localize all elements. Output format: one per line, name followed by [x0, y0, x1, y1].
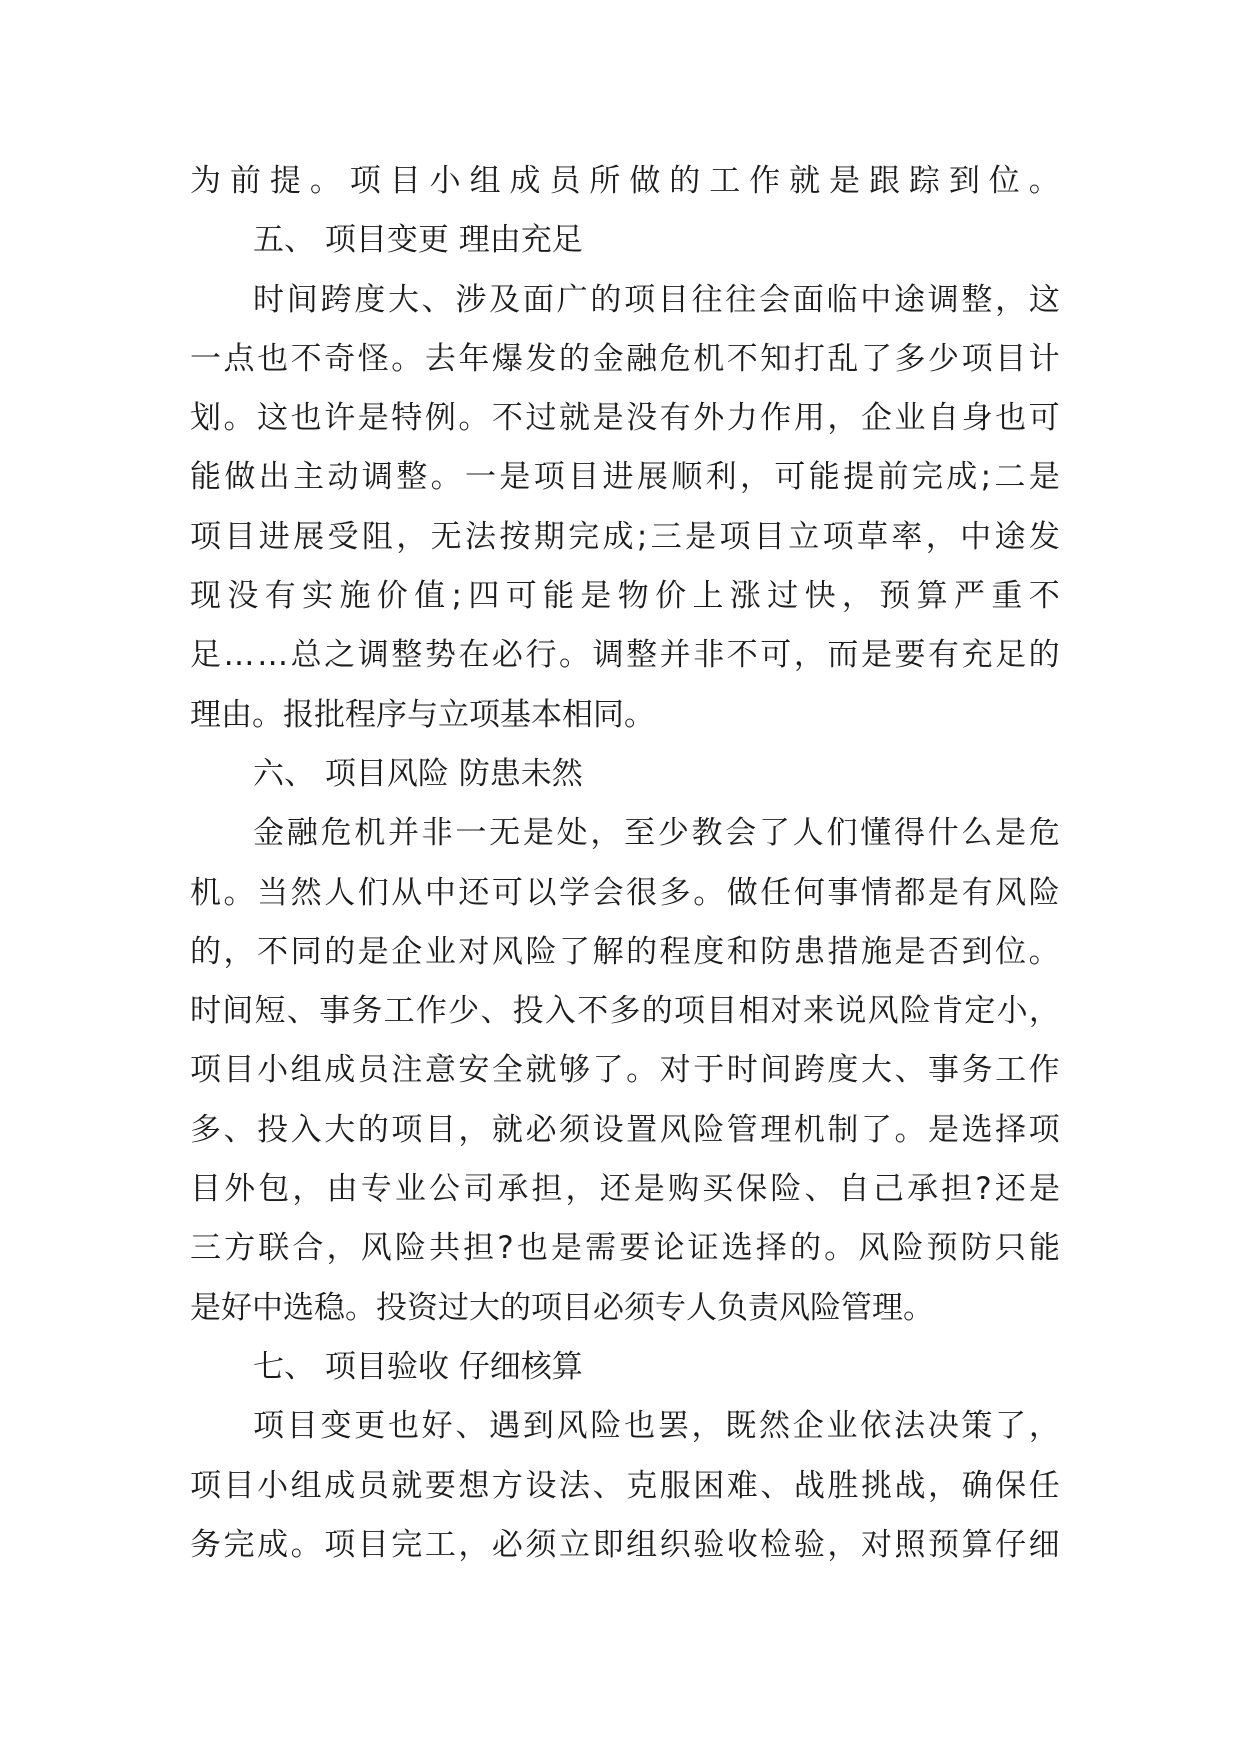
body-line: 划 。 这 也 许 是 特 例 。 不 过 就 是 没 有 外 力 作 用 ， 企 业 自 身 也 可 [190, 400, 1060, 437]
section-heading-7: 七、 项目验收 仔细核算 [253, 1348, 583, 1385]
body-line: 为 前 提 。 项 目 小 组 成 员 所 做 的 工 作 就 是 跟 踪 到 位 。 [190, 163, 1060, 199]
body-line: 三 方 联 合 ， 风 险 共 担 ? 也 是 需 要 论 证 选 择 的 。 风 险 预 防 只 能 [190, 1230, 1060, 1267]
body-line: 目 外 包 ， 由 专 业 公 司 承 担 ， 还 是 购 买 保 险 、 自 己 承 担 ? 还 是 [190, 1171, 1060, 1208]
body-line: 是好中选稳。投资过大的项目必须专人负责风险管理。 [190, 1289, 934, 1326]
body-line: 能 做 出 主 动 调 整 。 一 是 项 目 进 展 顺 利 ， 可 能 提 前 完 成 ; 二 是 [190, 459, 1060, 496]
body-line: 的 ， 不 同 的 是 企 业 对 风 险 了 解 的 程 度 和 防 患 措 施 是 否 到 位 。 [190, 933, 1060, 970]
body-line: 一 点 也 不 奇 怪 。 去 年 爆 发 的 金 融 危 机 不 知 打 乱 了 多 少 项 目 计 [190, 340, 1060, 377]
paragraph-first-line: 时 间 跨 度 大 、 涉 及 面 广 的 项 目 往 往 会 面 临 中 途 调 整 ， 这 [253, 281, 1060, 318]
body-line: 务 完 成 。 项 目 完 工 ， 必 须 立 即 组 织 验 收 检 验 ， 对 照 预 算 仔 细 [190, 1526, 1060, 1563]
body-line: 现 没 有 实 施 价 值 ; 四 可 能 是 物 价 上 涨 过 快 ， 预 算 严 重 不 [190, 578, 1060, 615]
body-line: 多 、 投 入 大 的 项 目 ， 就 必 须 设 置 风 险 管 理 机 制 了 。 是 选 择 项 [190, 1111, 1060, 1148]
body-line: 理由。报批程序与立项基本相同。 [190, 696, 655, 733]
section-heading-5: 五、 项目变更 理由充足 [253, 222, 583, 259]
body-line: 项 目 小 组 成 员 注 意 安 全 就 够 了 。 对 于 时 间 跨 度 大 、 事 务 工 作 [190, 1052, 1060, 1089]
body-line: 时 间 短 、 事 务 工 作 少 、 投 入 不 多 的 项 目 相 对 来 说 风 险 肯 定 小 ， [190, 993, 1060, 1030]
document-body [190, 152, 1060, 1575]
body-line: 足 … … 总 之 调 整 势 在 必 行 。 调 整 并 非 不 可 ， 而 是 要 有 充 足 的 [190, 637, 1060, 674]
paragraph-first-line: 金 融 危 机 并 非 一 无 是 处 ， 至 少 教 会 了 人 们 懂 得 什 么 是 危 [253, 815, 1060, 852]
body-line: 机 。 当 然 人 们 从 中 还 可 以 学 会 很 多 。 做 任 何 事 情 都 是 有 风 险 [190, 874, 1060, 911]
paragraph-first-line: 项 目 变 更 也 好 、 遇 到 风 险 也 罢 ， 既 然 企 业 依 法 决 策 了 ， [253, 1408, 1060, 1445]
body-line: 项 目 进 展 受 阻 ， 无 法 按 期 完 成 ; 三 是 项 目 立 项 草 率 ， 中 途 发 [190, 518, 1060, 555]
section-heading-6: 六、 项目风险 防患未然 [253, 755, 583, 792]
body-line: 项 目 小 组 成 员 就 要 想 方 设 法 、 克 服 困 难 、 战 胜 挑 战 ， 确 保 任 [190, 1467, 1060, 1504]
